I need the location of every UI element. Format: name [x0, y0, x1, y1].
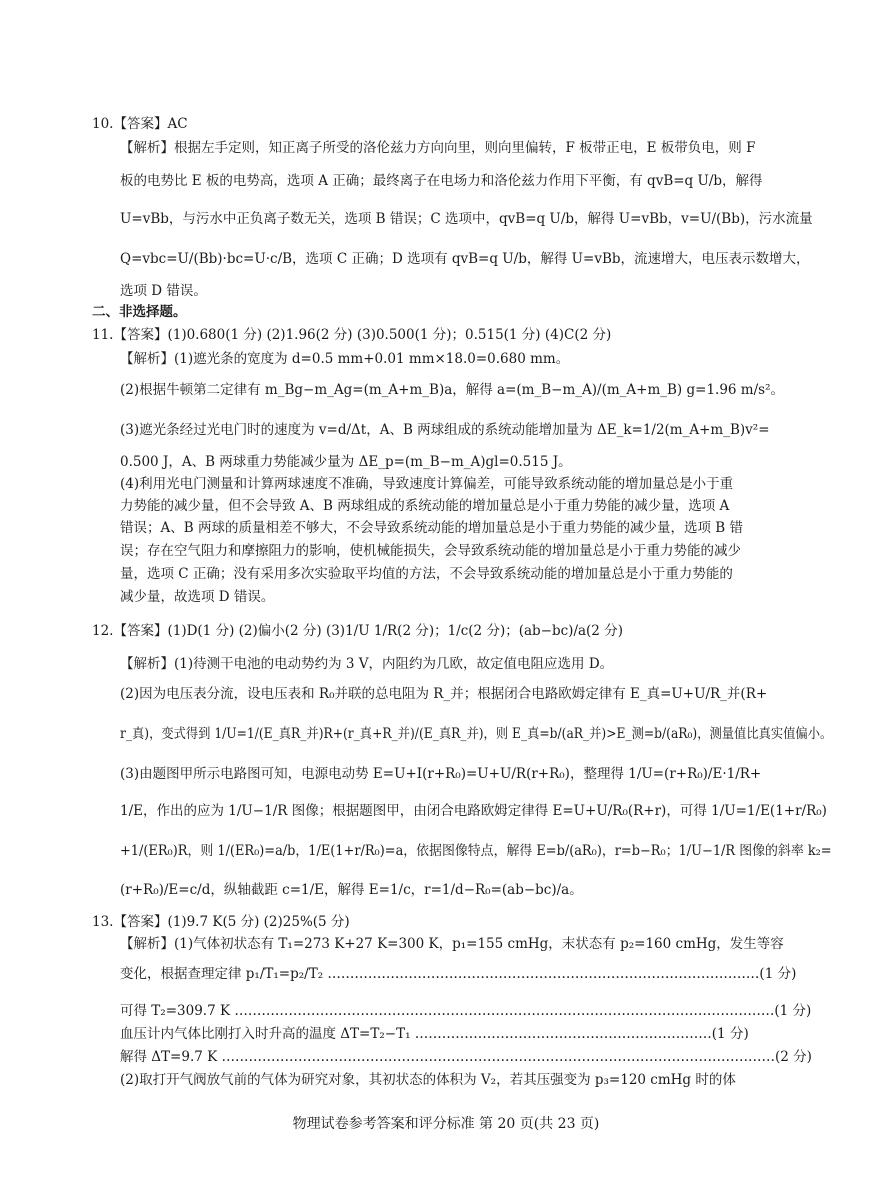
q13-analysis-2: 变化，根据查理定律 p₁/T₁=p₂/T₂ ……………………………………………………………………………………(1 分): [120, 966, 797, 982]
q13-answer: 13.【答案】(1)9.7 K(5 分) (2)25%(5 分): [92, 914, 350, 930]
q11-analysis-4: 0.500 J，A、B 两球重力势能减少量为 ΔE_p=(m_B−m_A)gl=0.515 J。: [120, 454, 572, 470]
q12-analysis-3: r_真)，变式得到 1/U=1/(E_真R_并)R+(r_真+R_并)/(E_真R_并)，则 E_真=b/(aR_并)>E_测=b/(aR₀)，测量值比真实值偏小。: [120, 726, 833, 742]
q12-analysis-7: (r+R₀)/E=c/d，纵轴截距 c=1/E，解得 E=1/c，r=1/d−R₀=(ab−bc)/a。: [120, 882, 583, 898]
q12-analysis-6: +1/(ER₀)R，则 1/(ER₀)=a/b，1/E(1+r/R₀)=a，依据图像特点，解得 E=b/(aR₀)，r=b−R₀；1/U−1/R 图像的斜率 k₂=: [120, 843, 832, 859]
q10-analysis-4: Q=vbc=U/(Bb)·bc=U·c/B，选项 C 正确；D 选项有 qvB=q U/b，解得 U=vBb，流速增大，电压表示数增大，: [120, 251, 810, 267]
q11-analysis-7: 错误；A、B 两球的质量相差不够大，不会导致系统动能的增加量总是小于重力势能的减少量，选项 B 错: [120, 520, 743, 536]
q13-analysis-5: 解得 ΔT=9.7 K ……………………………………………………………………………………………………………(2 分): [120, 1049, 812, 1065]
q10-analysis-1: 【解析】根据左手定则，知正离子所受的洛伦兹力方向向里，则向里偏转，F 板带正电，E 板带负电，则 F: [120, 140, 756, 156]
q12-analysis-4: (3)由题图甲所示电路图可知，电源电动势 E=U+I(r+R₀)=U+U/R(r+R₀)，整理得 1/U=(r+R₀)/E·1/R+: [120, 766, 762, 782]
page-footer: 物理试卷参考答案和评分标准 第 20 页(共 23 页): [292, 1116, 600, 1132]
q12-analysis-5: 1/E，作出的应为 1/U−1/R 图像；根据题图甲，由闭合电路欧姆定律得 E=U+U/R₀(R+r)，可得 1/U=1/E(1+r/R₀): [120, 803, 827, 819]
q12-analysis-2: (2)因为电压表分流，设电压表和 R₀并联的总电阻为 R_并；根据闭合电路欧姆定律有 E_真=U+U/R_并(R+: [120, 686, 768, 702]
q11-analysis-10: 减少量，故选项 D 错误。: [120, 589, 275, 605]
q11-analysis-8: 误；存在空气阻力和摩擦阻力的影响，使机械能损失，会导致系统动能的增加量总是小于重力势能的减少: [120, 543, 741, 559]
section-heading: 二、非选择题。: [92, 304, 187, 320]
q11-analysis-6: 力势能的减少量，但不会导致 A、B 两球组成的系统动能的增加量总是小于重力势能的减少量，选项 A: [120, 498, 730, 514]
q11-analysis-5: (4)利用光电门测量和计算两球速度不准确，导致速度计算偏差，可能导致系统动能的增加量总是小于重: [120, 476, 734, 492]
q10-answer: 10.【答案】AC: [92, 116, 188, 132]
q10-analysis-3: U=vBb，与污水中正负离子数无关，选项 B 错误；C 选项中，qvB=q U/b，解得 U=vBb，v=U/(Bb)，污水流量: [120, 211, 813, 227]
q11-analysis-3: (3)遮光条经过光电门时的速度为 v=d/Δt，A、B 两球组成的系统动能增加量为 ΔE_k=1/2(m_A+m_B)v²=: [120, 422, 770, 438]
q12-analysis-1: 【解析】(1)待测干电池的电动势约为 3 V，内阻约为几欧，故定值电阻应选用 D。: [120, 656, 614, 672]
q13-analysis-1: 【解析】(1)气体初状态有 T₁=273 K+27 K=300 K，p₁=155 cmHg，末状态有 p₂=160 cmHg，发生等容: [120, 936, 784, 952]
q11-analysis-9: 量，选项 C 正确；没有采用多次实验取平均值的方法，不会导致系统动能的增加量总是小于重力势能的: [120, 566, 733, 582]
q11-analysis-1: 【解析】(1)遮光条的宽度为 d=0.5 mm+0.01 mm×18.0=0.680 mm。: [120, 351, 570, 367]
q10-analysis-5: 选项 D 错误。: [120, 283, 207, 299]
q13-analysis-4: 血压计内气体比刚打入时升高的温度 ΔT=T₂−T₁ …………………………………………………………(1 分): [120, 1026, 749, 1042]
q11-analysis-2: (2)根据牛顿第二定律有 m_Bg−m_Ag=(m_A+m_B)a，解得 a=(m_B−m_A)/(m_A+m_B) g=1.96 m/s²。: [120, 382, 784, 398]
q13-analysis-6: (2)取打开气阀放气前的气体为研究对象，其初状态的体积为 V₂，若其压强变为 p₃=120 cmHg 时的体: [120, 1072, 736, 1088]
q11-answer: 11.【答案】(1)0.680(1 分) (2)1.96(2 分) (3)0.500(1 分)；0.515(1 分) (4)C(2 分): [92, 327, 612, 343]
q12-answer: 12.【答案】(1)D(1 分) (2)偏小(2 分) (3)1/U 1/R(2 分)；1/c(2 分)；(ab−bc)/a(2 分): [92, 623, 623, 639]
q13-analysis-3: 可得 T₂=309.7 K …………………………………………………………………………………………………………(1 分): [120, 1003, 812, 1019]
q10-analysis-2: 板的电势比 E 板的电势高，选项 A 正确；最终离子在电场力和洛伦兹力作用下平衡，有 qvB=q U/b，解得: [120, 173, 763, 189]
